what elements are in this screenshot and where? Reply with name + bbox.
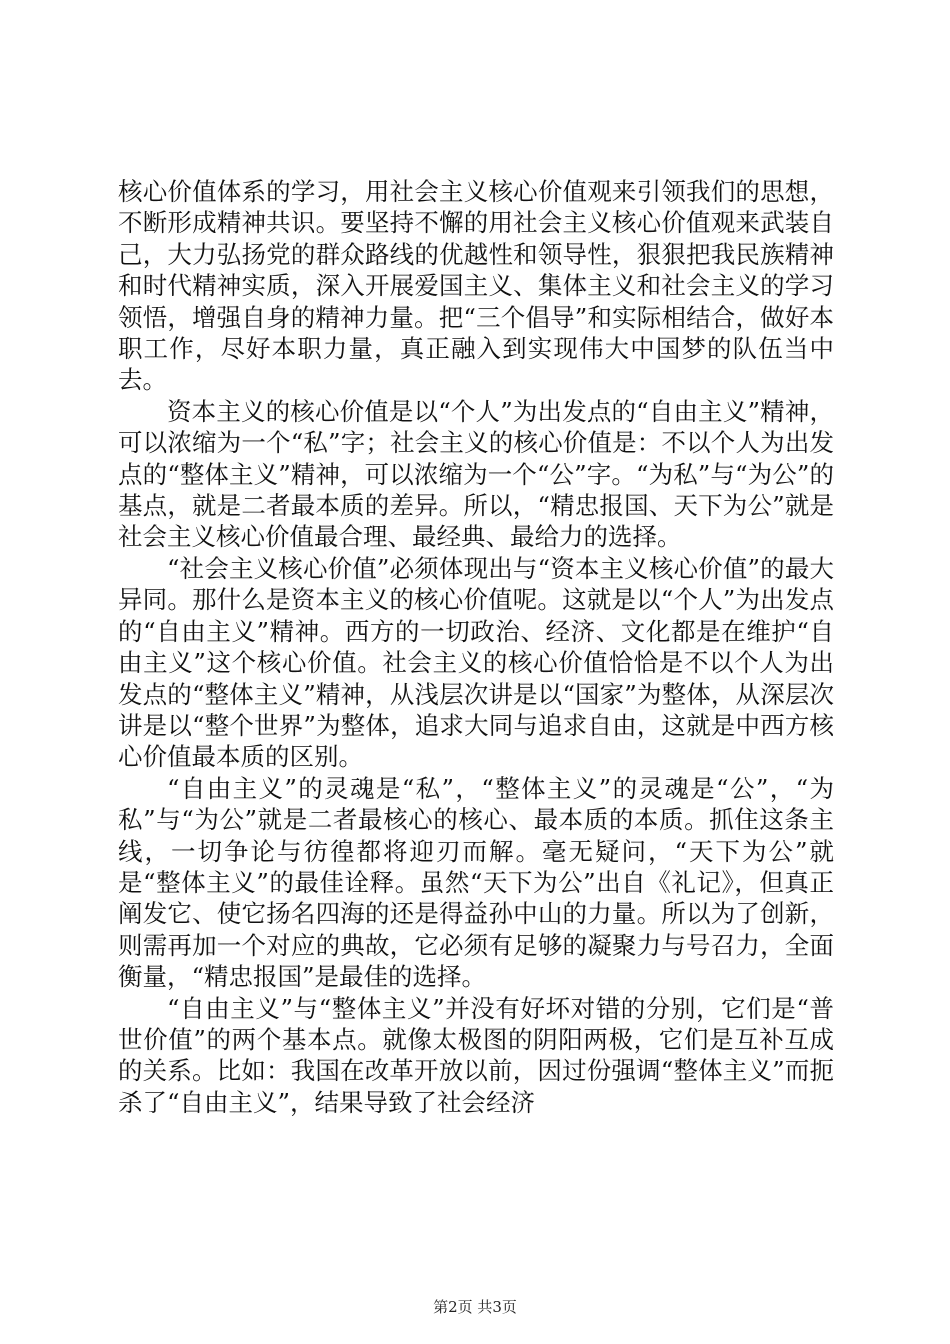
paragraph-capitalism-vs-socialism: 资本主义的核心价值是以“个人”为出发点的“自由主义”精神，可以浓缩为一个“私”字；社会主义的核心价值是：不以个人为出发点的“整体主义”精神，可以浓缩为一个“公”字。“为私”与“为公”的基点，就是二者最本质的差异。所以，“精忠报国、天下为公”就是社会主义核心价值最合理、最经典、最给力的选择。 — [118, 396, 834, 552]
page-footer: 第2页 共3页 — [433, 1298, 517, 1316]
body-text — [118, 176, 834, 1118]
paragraph-core-value-difference: “社会主义核心价值”必须体现出与“资本主义核心价值”的最大异同。那什么是资本主义的核心价值呢。这就是以“个人”为出发点的“自由主义”精神。西方的一切政治、经济、文化都是在维护“自由主义”这个核心价值。社会主义的核心价值恰恰是不以个人为出发点的“整体主义”精神，从浅层次讲是以“国家”为整体，从深层次讲是以“整个世界”为整体，追求大同与追求自由，这就是中西方核心价值最本质的区别。 — [118, 553, 834, 772]
paragraph-soul-of-ideologies: “自由主义”的灵魂是“私”，“整体主义”的灵魂是“公”，“为私”与“为公”就是二者最核心的核心、最本质的本质。抓住这条主线，一切争论与彷徨都将迎刃而解。毫无疑问，“天下为公”就是“整体主义”的最佳诠释。虽然“天下为公”出自《礼记》，但真正阐发它、使它扬名四海的还是得益孙中山的力量。所以为了创新，则需再加一个对应的典故，它必须有足够的凝聚力与号召力，全面衡量，“精忠报国”是最佳的选择。 — [118, 773, 834, 992]
paragraph-universal-values: “自由主义”与“整体主义”并没有好坏对错的分别，它们是“普世价值”的两个基本点。就像太极图的阴阳两极，它们是互补互成的关系。比如：我国在改革开放以前，因过份强调“整体主义”而扼杀了“自由主义”，结果导致了社会经济 — [118, 993, 834, 1117]
paragraph-continuation: 核心价值体系的学习，用社会主义核心价值观来引领我们的思想，不断形成精神共识。要坚持不懈的用社会主义核心价值观来武装自己，大力弘扬党的群众路线的优越性和领导性，狠狠把我民族精神和时代精神实质，深入开展爱国主义、集体主义和社会主义的学习领悟，增强自身的精神力量。把“三个倡导”和实际相结合，做好本职工作，尽好本职力量，真正融入到实现伟大中国梦的队伍当中去。 — [118, 177, 834, 395]
